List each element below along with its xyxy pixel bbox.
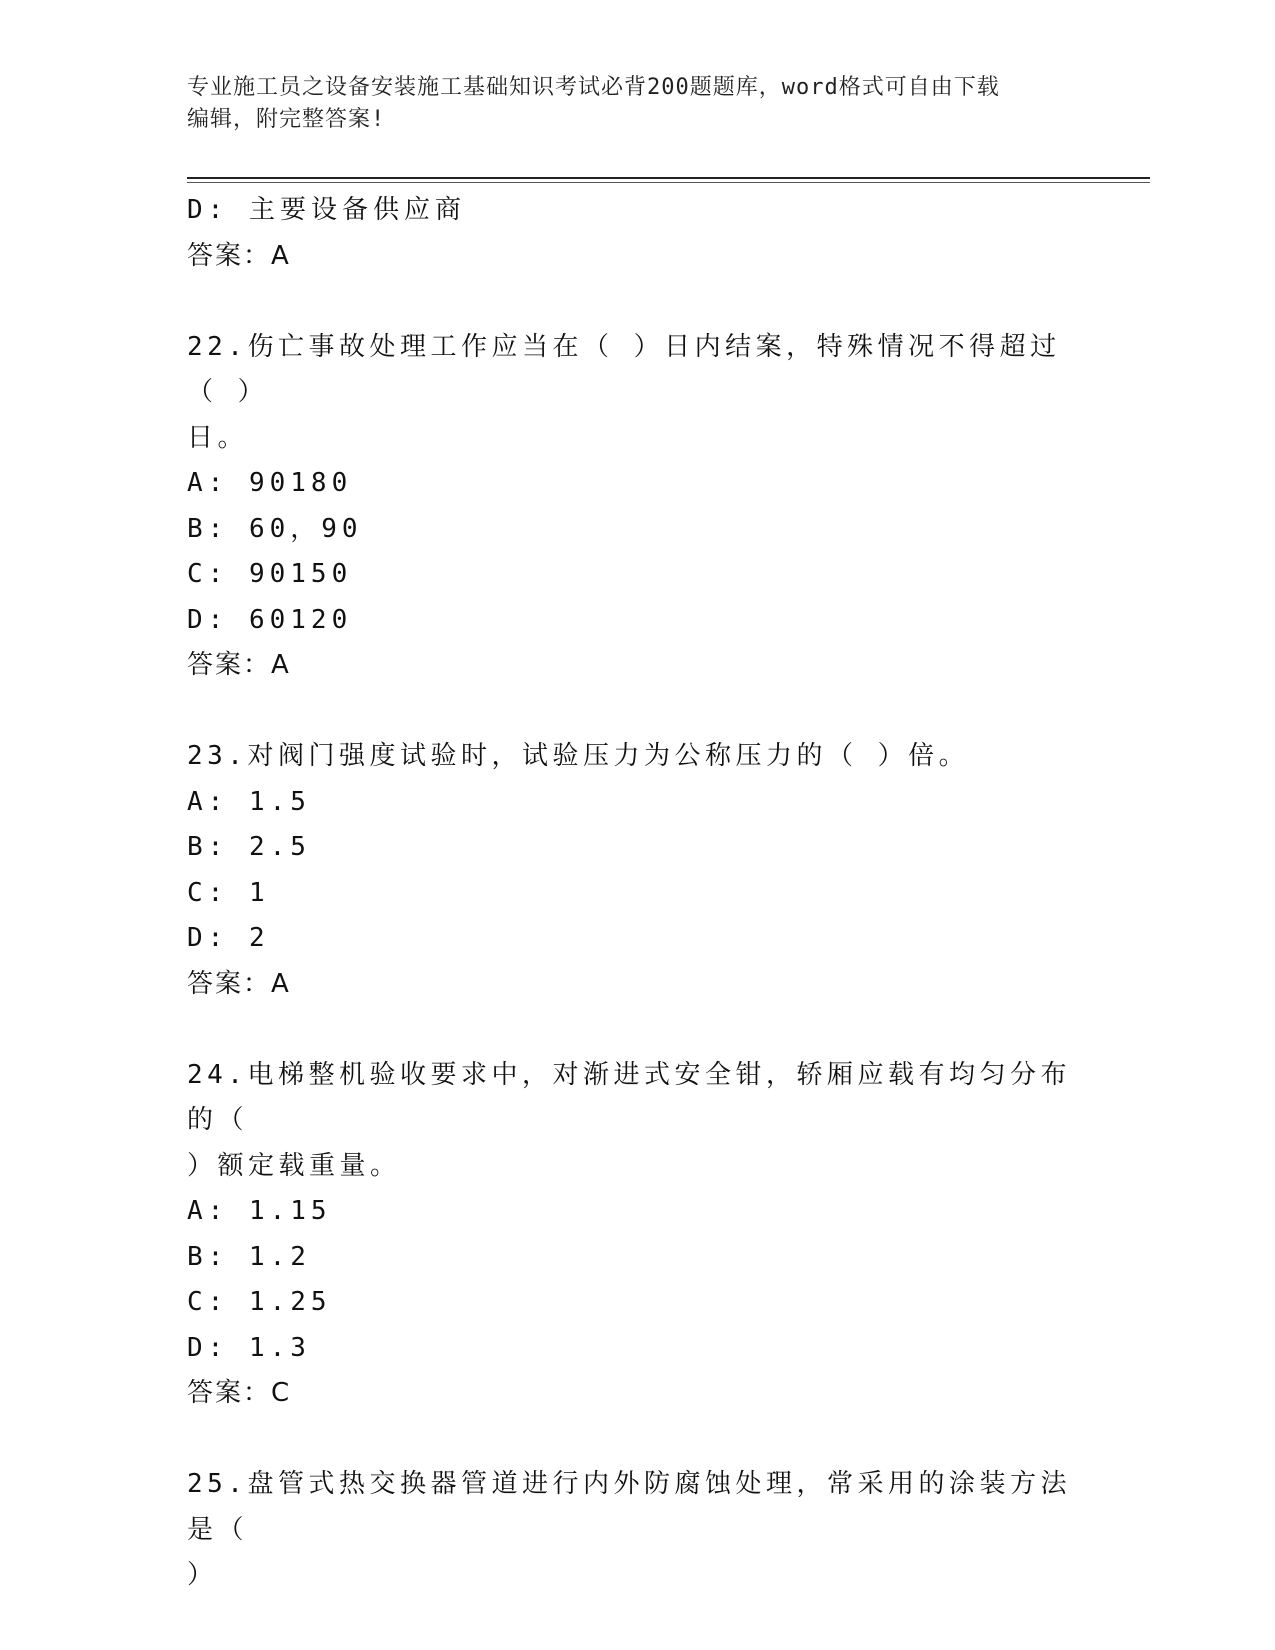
option-a: A: 1.15 [187, 1196, 332, 1226]
question-list [187, 188, 1087, 1599]
spacer [187, 1007, 1087, 1053]
question-stem-continued: 日。 [187, 422, 249, 453]
option-c: C: 1.25 [187, 1287, 332, 1317]
option-a: A: 1.5 [187, 786, 311, 817]
question-24 [187, 1053, 1087, 1417]
header-line-2: 编辑，附完整答案! [187, 107, 386, 132]
question-stem: 25.盘管式热交换器管道进行内外防腐蚀处理，常采用的涂装方法是（ [187, 1469, 1071, 1545]
question-stem: 22.伤亡事故处理工作应当在（ ）日内结案，特殊情况不得超过（ ） [187, 331, 1061, 407]
question-23 [187, 734, 1087, 1007]
spacer [187, 689, 1087, 735]
spacer [187, 1417, 1087, 1463]
option-d: D: 2 [187, 923, 270, 953]
question-stem: 24.电梯整机验收要求中，对渐进式安全钳，轿厢应载有均匀分布的（ [187, 1059, 1071, 1135]
document-header [187, 72, 1087, 136]
answer-line: 答案：A [187, 650, 291, 680]
option-c: C: 90150 [187, 559, 353, 589]
question-stem-continued: ）额定载重量。 [187, 1150, 401, 1181]
header-divider-thin [187, 182, 1150, 183]
question-22 [187, 325, 1087, 689]
option-b: B: 1.2 [187, 1241, 311, 1272]
spacer [187, 279, 1087, 325]
option-c: C: 1 [187, 877, 270, 908]
option-b: B: 60，90 [187, 513, 363, 544]
previous-question-tail [187, 188, 1087, 279]
question-stem: 23.对阀门强度试验时，试验压力为公称压力的（ ）倍。 [187, 741, 970, 771]
answer-line: 答案：C [187, 1378, 292, 1408]
header-line-1: 专业施工员之设备安装施工基础知识考试必背200题题库，word格式可自由下载 [187, 75, 1000, 100]
question-stem-continued: ） [187, 1560, 218, 1590]
answer-line: 答案：A [187, 240, 291, 271]
option-d: D: 主要设备供应商 [187, 195, 466, 225]
answer-line: 答案：A [187, 968, 291, 999]
question-25 [187, 1462, 1087, 1599]
option-d: D: 1.3 [187, 1332, 311, 1363]
option-b: B: 2.5 [187, 832, 311, 862]
option-d: D: 60120 [187, 604, 353, 635]
option-a: A: 90180 [187, 468, 353, 498]
header-divider-thick [187, 177, 1150, 179]
